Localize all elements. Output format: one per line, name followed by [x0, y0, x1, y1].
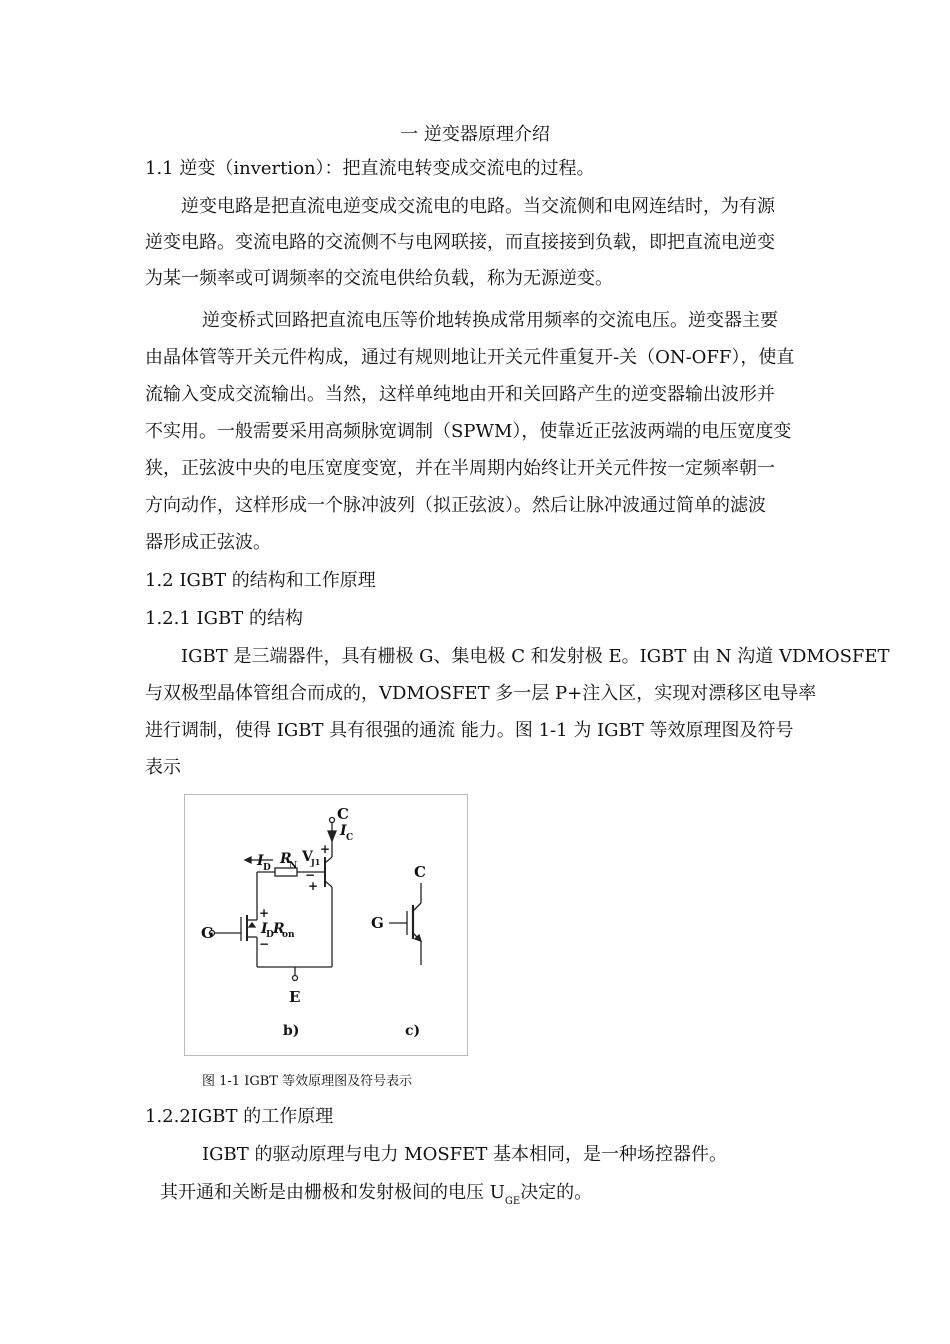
- label-e: E: [289, 988, 301, 1006]
- label-ron-i: I: [261, 921, 268, 937]
- para3-line: 进行调制，使得 IGBT 具有很强的通流 能力。图 1-1 为 IGBT 等效原理图及符号: [145, 720, 794, 741]
- heading-1-2-2: 1.2.2IGBT 的工作原理: [145, 1106, 334, 1127]
- para2-line: 器形成正弦波。: [145, 532, 271, 553]
- para2-line: 逆变桥式回路把直流电压等价地转换成常用频率的交流电压。逆变器主要: [202, 310, 778, 331]
- para2-line: 方向动作，这样形成一个脉冲波列（拟正弦波）。然后让脉冲波通过简单的滤波: [145, 495, 766, 516]
- symbol-label-g: G: [371, 914, 384, 932]
- para3-line: 表示: [145, 757, 181, 778]
- label-ic: I: [340, 823, 347, 839]
- label-ron-sub: on: [282, 930, 295, 940]
- section-title: 一 逆变器原理介绍: [400, 124, 550, 145]
- label-ron-isub: D: [266, 930, 274, 940]
- para1-line: 逆变电路是把直流电逆变成交流电的电路。当交流侧和电网连结时，为有源: [181, 196, 775, 217]
- heading-1-2: 1.2 IGBT 的结构和工作原理: [145, 570, 376, 591]
- para2-line: 流输入变成交流输出。当然，这样单纯地由开和关回路产生的逆变器输出波形并: [145, 384, 775, 405]
- label-g: G: [201, 924, 214, 942]
- label-c-sub: c): [405, 1023, 421, 1039]
- para5-tail: 决定的。: [520, 1182, 593, 1203]
- para1-line: 逆变电路。变流电路的交流侧不与电网联接，而直接接到负载，即把直流电逆变: [145, 232, 775, 253]
- label-plus: +: [320, 842, 331, 856]
- heading-1-2-1: 1.2.1 IGBT 的结构: [145, 608, 303, 629]
- symbol-label-c: C: [414, 863, 426, 881]
- label-minus: −: [259, 937, 270, 951]
- para2-line: 由晶体管等开关元件构成，通过有规则地让开关元件重复开-关（ON-OFF），使直: [145, 347, 795, 368]
- para2-line: 不实用。一般需要采用高频脉宽调制（SPWM），使靠近正弦波两端的电压宽度变: [145, 421, 792, 442]
- para4: IGBT 的驱动原理与电力 MOSFET 基本相同，是一种场控器件。: [202, 1144, 728, 1165]
- para5: [160, 1176, 592, 1219]
- igbt-figure: [184, 794, 468, 1056]
- figure-caption: 图 1-1 IGBT 等效原理图及符号表示: [202, 1074, 413, 1089]
- label-vj-sub: J1: [311, 857, 321, 867]
- para5-text: 其开通和关断是由栅极和发射极间的电压 U: [160, 1182, 505, 1203]
- heading-1-1: 1.1 逆变（invertion）：把直流电转变成交流电的过程。: [145, 158, 595, 179]
- para3-line: 与双极型晶体管组合而成的，VDMOSFET 多一层 P+注入区，实现对漂移区电导率: [145, 683, 817, 704]
- igbt-circuit-diagram: [185, 795, 467, 1055]
- para1-line: 为某一频率或可调频率的交流电供给负载，称为无源逆变。: [145, 268, 613, 289]
- label-plus: +: [259, 906, 270, 920]
- label-c: C: [337, 805, 349, 823]
- label-rn: R: [280, 851, 292, 867]
- label-ron-r: R: [273, 921, 285, 937]
- label-minus: −: [305, 868, 316, 882]
- label-b: b): [283, 1023, 300, 1039]
- label-plus: +: [308, 879, 319, 893]
- para5-subscript: GE: [504, 1196, 521, 1207]
- label-id: I: [257, 853, 264, 869]
- label-vj: V: [302, 849, 313, 865]
- label-id-sub: D: [263, 863, 271, 873]
- label-rn-sub: N: [289, 861, 298, 871]
- para2-line: 狭，正弦波中央的电压宽度变宽，并在半周期内始终让开关元件按一定频率朝一: [145, 458, 775, 479]
- para3-line: IGBT 是三端器件，具有栅极 G、集电极 C 和发射极 E。IGBT 由 N 沟道 VDMOSFET: [181, 646, 890, 667]
- label-ic-sub: C: [346, 833, 354, 843]
